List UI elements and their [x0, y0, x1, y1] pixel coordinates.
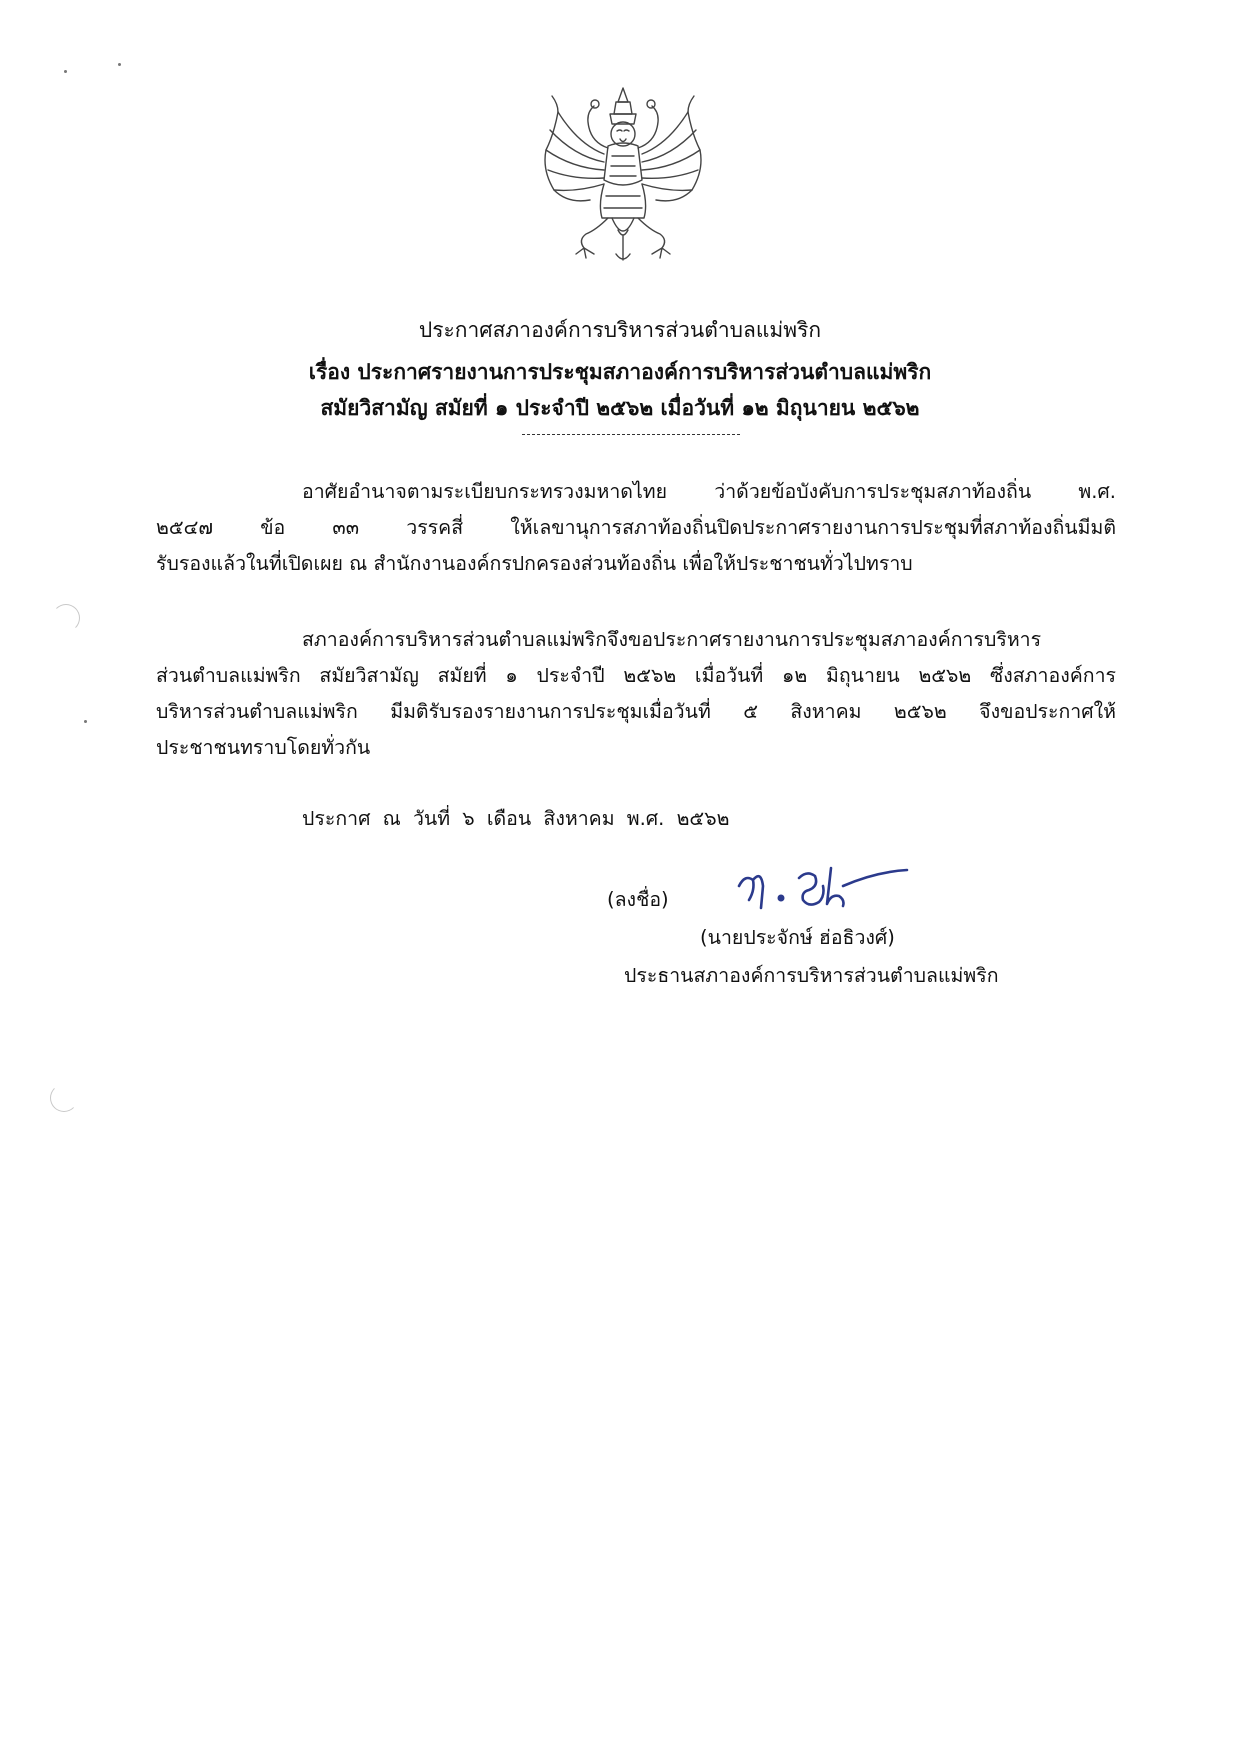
punch-hole-mark: [52, 604, 80, 632]
scan-speck: [84, 720, 87, 723]
document-title: ประกาศสภาองค์การบริหารส่วนตำบลแม่พริก: [418, 318, 822, 342]
paragraph-1: [156, 474, 1116, 582]
document-session: สมัยวิสามัญ สมัยที่ ๑ ประจำปี ๒๕๖๒ เมื่อวันที่ ๑๒ มิถุนายน ๒๕๖๒: [320, 396, 920, 420]
paragraph-line: ส่วนตำบลแม่พริก สมัยวิสามัญ สมัยที่ ๑ ประจำปี ๒๕๖๒ เมื่อวันที่ ๑๒ มิถุนายน ๒๕๖๒ ซึ่งสภาองค์การ: [156, 664, 1116, 687]
signer-position: ประธานสภาองค์การบริหารส่วนตำบลแม่พริก: [624, 964, 999, 987]
scan-speck: [118, 63, 121, 66]
paragraph-line: ๒๕๔๗ ข้อ ๓๓ วรรคสี่ ให้เลขานุการสภาท้องถิ่นปิดประกาศรายงานการประชุมที่สภาท้องถิ่นมีมติ: [156, 516, 1116, 539]
document-subject: เรื่อง ประกาศรายงานการประชุมสภาองค์การบริหารส่วนตำบลแม่พริก: [308, 360, 932, 384]
garuda-emblem: [538, 84, 708, 264]
handwritten-signature: [735, 856, 910, 918]
scan-speck: [64, 70, 67, 73]
paragraph-line: สภาองค์การบริหารส่วนตำบลแม่พริกจึงขอประกาศรายงานการประชุมสภาองค์การบริหาร: [302, 628, 1042, 651]
signer-name: (นายประจักษ์ ฮ่อธิวงศ์): [700, 926, 895, 949]
signature-label: (ลงชื่อ): [607, 888, 669, 911]
punch-hole-mark: [50, 1084, 78, 1112]
header-divider: [522, 434, 740, 435]
paragraph-2: [156, 622, 1116, 766]
paragraph-line: รับรองแล้วในที่เปิดเผย ณ สำนักงานองค์กรปกครองส่วนท้องถิ่น เพื่อให้ประชาชนทั่วไปทราบ: [156, 552, 913, 575]
paragraph-line: ประชาชนทราบโดยทั่วกัน: [156, 736, 371, 759]
paragraph-line: บริหารส่วนตำบลแม่พริก มีมติรับรองรายงานการประชุมเมื่อวันที่ ๕ สิงหาคม ๒๕๖๒ จึงขอประกาศให้: [156, 700, 1116, 723]
announcement-date: ประกาศ ณ วันที่ ๖ เดือน สิงหาคม พ.ศ. ๒๕๖๒: [302, 807, 730, 830]
paragraph-line: อาศัยอำนาจตามระเบียบกระทรวงมหาดไทย ว่าด้วยข้อบังคับการประชุมสภาท้องถิ่น พ.ศ.: [302, 480, 1116, 503]
